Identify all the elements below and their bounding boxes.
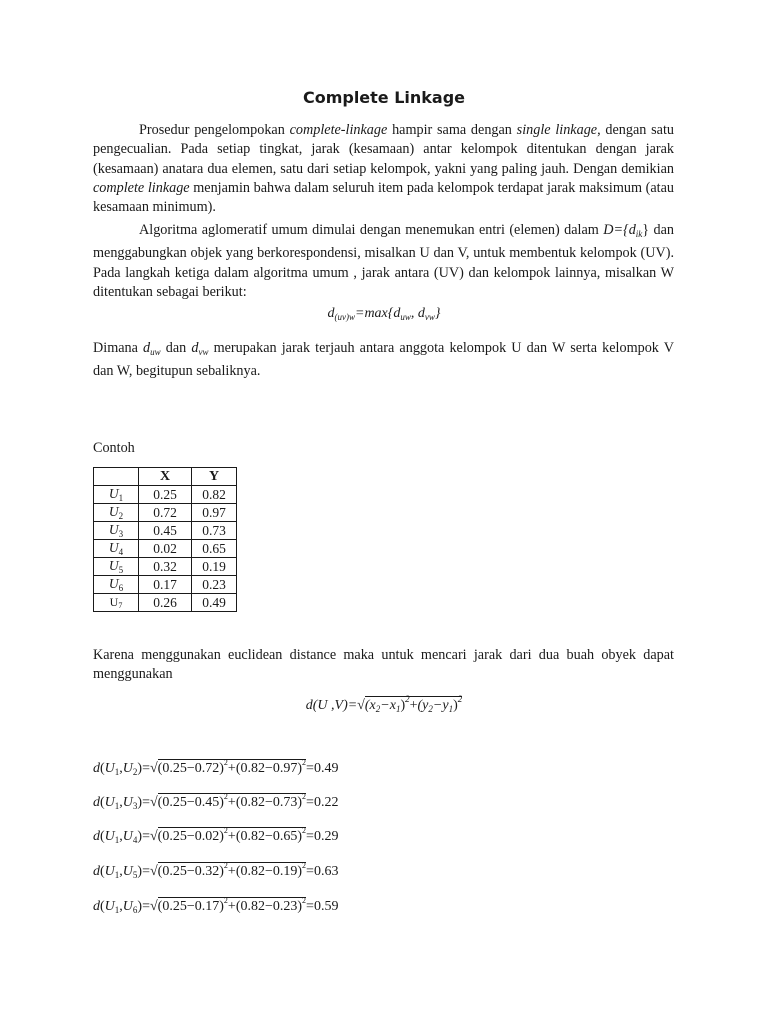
math-subscript: vw [424, 312, 435, 322]
cell-y: 0.23 [192, 576, 237, 594]
column-header-x: X [139, 468, 192, 486]
cell-x: 0.02 [139, 540, 192, 558]
emphasis: complete-linkage [289, 122, 388, 138]
emphasis: complete linkage [93, 179, 190, 196]
math: =max{d [355, 306, 401, 321]
text: dan [160, 340, 192, 356]
table-row [94, 540, 237, 558]
text: Dimana [93, 340, 144, 356]
cell-y: 0.82 [192, 486, 237, 504]
paragraph-euclidean: Karena menggunakan euclidean distance maka untuk mencari jarak dari dua buah obyek dapat menggunakan [93, 647, 674, 683]
math: d [143, 340, 151, 356]
cell-y: 0.97 [192, 504, 237, 522]
paragraph-intro [93, 121, 674, 217]
text: , dengan satu pengecualian. Pada setiap tingkat, jarak (kesamaan) antar kelompok ditentukan dengan jarak (kesamaan) anatara dua elemen, satu dari setiap kelompok, yakni yang paling jauh. Dengan demikian [93, 122, 674, 177]
math: d(U ,V)=√ [305, 698, 365, 713]
math-subscript: ik [635, 229, 643, 239]
table-row [94, 504, 237, 522]
data-table [93, 467, 237, 612]
text: Prosedur pengelompokan [139, 122, 290, 138]
math: d [327, 306, 335, 321]
distance-equation-u1-u3: $d(U_1,U_3)=√(0.25-0.45)^2+(0.82-0.73)^2=0.22$ [93, 792, 339, 811]
table-row [94, 522, 237, 540]
cell-x: 0.17 [139, 576, 192, 594]
math: } [434, 306, 441, 321]
math-set: D={d [603, 222, 636, 238]
cell-y: 0.19 [192, 558, 237, 576]
row-label: $U_2$ [94, 504, 139, 522]
text: dan menggabungkan objek yang berkorespondensi, misalkan U dan V, untuk membentuk kelompok (UV). Pada langkah ketiga dalam algoritma umum , jarak antara (UV) dan kelompok lainnya, misalkan W ditentukan sebagai berikut: [93, 222, 674, 300]
table-row [94, 558, 237, 576]
paragraph-explanation [93, 339, 674, 382]
cell-y: 0.65 [192, 540, 237, 558]
table-row [94, 486, 237, 504]
formula-complete-linkage [0, 306, 768, 322]
distance-equation-u1-u2: $d(U_1,U_2)=√(0.25-0.72)^2+(0.82-0.97)^2=0.49$ [93, 758, 339, 777]
table-row [94, 576, 237, 594]
row-label: U7 [94, 594, 139, 612]
distance-equation-u1-u6: $d(U_1,U_6)=√(0.25-0.17)^2+(0.82-0.23)^2=0.59$ [93, 896, 339, 915]
section-label-contoh: Contoh [93, 440, 135, 456]
row-label: $U_1$ [94, 486, 139, 504]
cell-y: 0.73 [192, 522, 237, 540]
emphasis: single linkage [516, 122, 598, 138]
math: , d [410, 306, 425, 321]
row-label: $U_3$ [94, 522, 139, 540]
cell-x: 0.25 [139, 486, 192, 504]
column-header-y: Y [192, 468, 237, 486]
math-subscript: uw [400, 312, 411, 322]
page-title: Complete Linkage [302, 88, 466, 107]
math-brace: } [642, 222, 650, 238]
math: d [191, 340, 199, 356]
table-row [94, 594, 237, 612]
row-label: $U_6$ [94, 576, 139, 594]
table-header-row [94, 468, 237, 486]
cell-y: 0.49 [192, 594, 237, 612]
math-subscript: vw [198, 347, 209, 357]
cell-x: 0.32 [139, 558, 192, 576]
radicand: $(x_2-x_1)^2+(y_2-y_1)^2$ [364, 694, 463, 714]
formula-euclidean-distance [0, 694, 768, 714]
text: hampir sama dengan [387, 122, 517, 138]
row-label: $U_4$ [94, 540, 139, 558]
distance-equation-u1-u5: $d(U_1,U_5)=√(0.25-0.32)^2+(0.82-0.19)^2=0.63$ [93, 861, 339, 880]
column-header [94, 468, 139, 486]
math-subscript: (uv)w [334, 312, 355, 322]
row-label: $U_5$ [94, 558, 139, 576]
cell-x: 0.72 [139, 504, 192, 522]
text: menjamin bahwa dalam seluruh item pada kelompok terdapat jarak maksimum (atau kesamaan minimum). [93, 179, 674, 216]
math-subscript: uw [150, 347, 161, 357]
paragraph-algorithm [93, 221, 674, 302]
text: merupakan jarak terjauh antara anggota kelompok U dan W serta kelompok V dan W, begitupun sebaliknya. [93, 340, 674, 380]
text: Algoritma aglomeratif umum dimulai dengan menemukan entri (elemen) dalam [139, 222, 604, 238]
distance-equation-u1-u4: $d(U_1,U_4)=√(0.25-0.02)^2+(0.82-0.65)^2=0.29$ [93, 826, 339, 845]
cell-x: 0.45 [139, 522, 192, 540]
cell-x: 0.26 [139, 594, 192, 612]
